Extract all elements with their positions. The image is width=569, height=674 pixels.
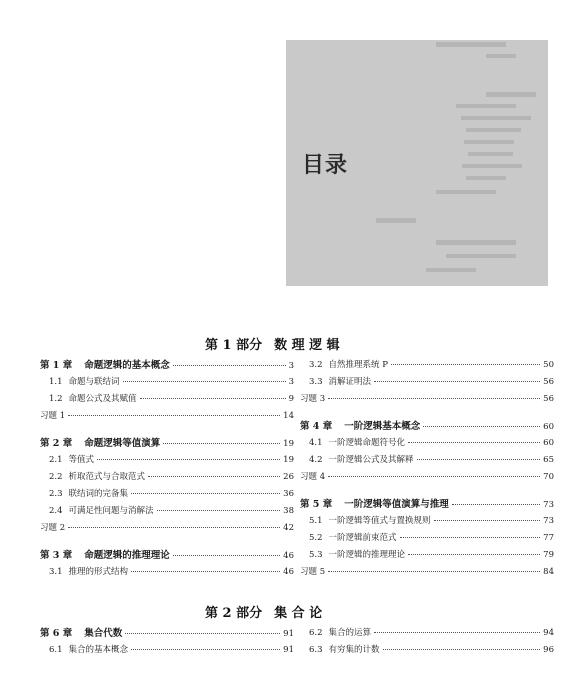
leader-dots [148,476,280,477]
entry-number: 6.2 [309,628,323,638]
page-number: 56 [543,377,554,387]
entry-title: 自然推理系统 P [328,360,388,370]
page-number: 42 [283,523,294,533]
section-entry [300,550,554,561]
leader-dots [123,381,286,382]
section-entry [40,567,294,578]
part-2-title [205,602,322,621]
chapter-entry [40,360,294,372]
leader-dots [131,571,280,572]
section-entry [40,472,294,483]
page-number: 91 [283,645,294,655]
section-entry [300,516,554,527]
leader-dots [157,510,281,511]
section-entry [300,533,554,544]
entry-title: 有穷集的计数 [328,645,380,655]
leader-dots [68,415,280,416]
leader-dots [125,633,280,634]
entry-title: 一阶逻辑基本概念 [344,421,421,432]
leader-dots [408,554,540,555]
part-1-label: 第 1 部分 [205,338,263,353]
page-number: 60 [543,438,554,448]
page-number: 79 [543,550,554,560]
leader-dots [408,442,540,443]
leader-dots [131,649,280,650]
entry-number: 第 3 章 [40,550,73,561]
section-entry [40,394,294,405]
page-number: 77 [543,533,554,543]
entry-title: 一阶逻辑等值式与置换规则 [328,516,431,526]
entry-title: 推理的形式结构 [68,567,129,577]
leader-dots [383,649,541,650]
section-entry [300,645,554,656]
entry-number: 6.3 [309,645,323,655]
page-number: 73 [543,516,554,526]
page-number: 46 [283,551,294,561]
page-number: 70 [543,472,554,482]
entry-number: 3.1 [49,567,63,577]
entry-title: 命题与联结词 [68,377,120,387]
page-number: 19 [283,439,294,449]
entry-number: 4.2 [309,455,323,465]
page-number: 65 [543,455,554,465]
entry-title: 集合代数 [84,628,123,639]
page-number: 9 [288,394,294,404]
section-entry [300,360,554,371]
exercise-entry [40,411,294,422]
entry-number: 6.1 [49,645,63,655]
leader-dots [173,365,286,366]
entry-number: 2.1 [49,455,63,465]
leader-dots [173,555,280,556]
entry-title: 命题逻辑的推理理论 [84,550,170,561]
entry-title: 析取范式与合取范式 [68,472,146,482]
page-title: 目录 [302,153,349,178]
page-number: 50 [543,360,554,370]
entry-number: 第 4 章 [300,421,333,432]
leader-dots [328,571,540,572]
chapter-entry [300,421,554,433]
entry-number: 5.1 [309,516,323,526]
leader-dots [68,527,280,528]
leader-dots [140,398,286,399]
entry-title: 消解证明法 [328,377,372,387]
part-1-name: 数 理 逻 辑 [274,338,340,353]
entry-title: 习题 5 [300,567,326,577]
leader-dots [163,443,280,444]
section-entry [40,377,294,388]
entry-title: 联结词的完备集 [68,489,129,499]
entry-title: 习题 2 [40,523,66,533]
leader-dots [328,476,540,477]
section-entry [300,628,554,639]
entry-number: 2.4 [49,506,63,516]
entry-number: 5.2 [309,533,323,543]
entry-title: 习题 1 [40,411,66,421]
part-2-label: 第 2 部分 [205,606,263,621]
leader-dots [374,632,540,633]
leader-dots [452,504,540,505]
chapter-entry [40,438,294,450]
entry-title: 一阶逻辑公式及其解释 [328,455,414,465]
entry-title: 习题 3 [300,394,326,404]
page-number: 46 [283,567,294,577]
leader-dots [391,364,540,365]
page-number: 36 [283,489,294,499]
entry-title: 命题公式及其赋值 [68,394,137,404]
header-banner [286,40,548,286]
page-number: 56 [543,394,554,404]
section-entry [300,438,554,449]
leader-dots [374,381,540,382]
chapter-entry [300,499,554,511]
entry-title: 可满足性问题与消解法 [68,506,154,516]
leader-dots [434,520,541,521]
leader-dots [423,426,540,427]
leader-dots [328,398,540,399]
exercise-entry [300,472,554,483]
entry-title: 命题逻辑的基本概念 [84,360,170,371]
entry-title: 命题逻辑等值演算 [84,438,161,449]
exercise-entry [40,523,294,534]
entry-number: 5.3 [309,550,323,560]
page-number: 19 [283,455,294,465]
page-number: 96 [543,645,554,655]
entry-number: 1.2 [49,394,63,404]
entry-number: 4.1 [309,438,323,448]
entry-number: 第 6 章 [40,628,73,639]
entry-title: 一阶逻辑命题符号化 [328,438,406,448]
page-number: 26 [283,472,294,482]
leader-dots [131,493,280,494]
entry-number: 第 5 章 [300,499,333,510]
entry-number: 第 2 章 [40,438,73,449]
part-2-name: 集 合 论 [274,606,323,621]
leader-dots [417,459,541,460]
page-number: 38 [283,506,294,516]
chapter-entry [40,628,294,640]
entry-number: 3.2 [309,360,323,370]
page-number: 14 [283,411,294,421]
entry-number: 2.2 [49,472,63,482]
entry-number: 2.3 [49,489,63,499]
page-number: 60 [543,422,554,432]
part-1-title [205,334,340,353]
entry-title: 集合的运算 [328,628,372,638]
entry-title: 一阶逻辑的推理理论 [328,550,406,560]
page-number: 91 [283,629,294,639]
entry-title: 习题 4 [300,472,326,482]
section-entry [40,506,294,517]
entry-title: 集合的基本概念 [68,645,129,655]
page-number: 3 [288,377,294,387]
entry-number: 第 1 章 [40,360,73,371]
section-entry [40,489,294,500]
section-entry [40,455,294,466]
entry-title: 一阶逻辑前束范式 [328,533,397,543]
page-number: 94 [543,628,554,638]
page-number: 3 [288,361,294,371]
page-number: 73 [543,500,554,510]
leader-dots [400,537,541,538]
section-entry [300,377,554,388]
leader-dots [97,459,280,460]
entry-number: 3.3 [309,377,323,387]
section-entry [40,645,294,656]
entry-title: 等值式 [68,455,95,465]
chapter-entry [40,550,294,562]
page-number: 84 [543,567,554,577]
entry-title: 一阶逻辑等值演算与推理 [344,499,449,510]
exercise-entry [300,394,554,405]
exercise-entry [300,567,554,578]
entry-number: 1.1 [49,377,63,387]
section-entry [300,455,554,466]
